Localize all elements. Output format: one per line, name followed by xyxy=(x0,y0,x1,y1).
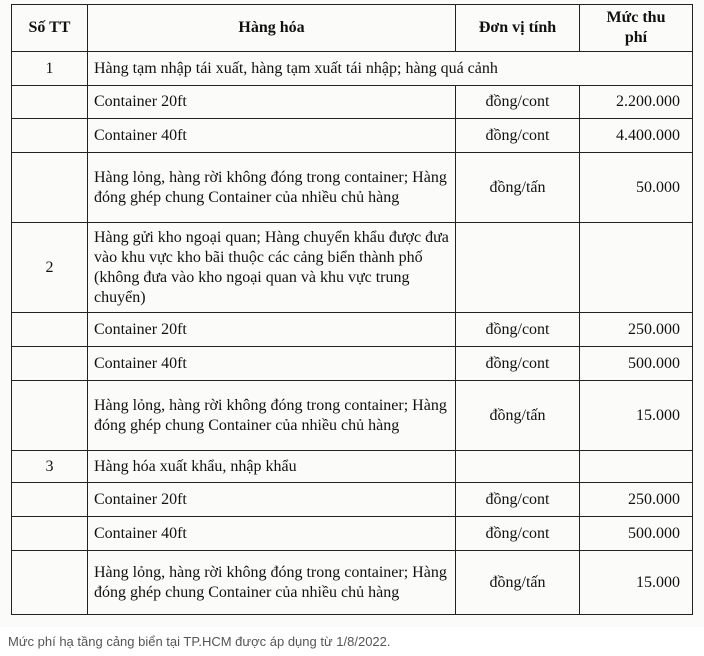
table-row xyxy=(12,153,693,223)
fee-cell: 500.000 xyxy=(580,347,693,381)
section-row xyxy=(12,223,693,313)
fee-cell: 2.200.000 xyxy=(580,86,693,119)
table-row xyxy=(12,347,693,381)
item-cell: Container 20ft xyxy=(88,483,456,517)
fee-cell: 250.000 xyxy=(580,313,693,347)
table-row xyxy=(12,517,693,551)
section-row xyxy=(12,52,693,86)
header-fee: Mức thu phí xyxy=(580,5,693,52)
fee-cell: 250.000 xyxy=(580,483,693,517)
header-row xyxy=(12,5,693,52)
fee-cell: 15.000 xyxy=(580,551,693,615)
item-cell: Container 20ft xyxy=(88,86,456,119)
section-title: Hàng hóa xuất khẩu, nhập khẩu xyxy=(88,451,456,483)
section-title: Hàng tạm nhập tái xuất, hàng tạm xuất tái nhập; hàng quá cảnh xyxy=(88,52,693,86)
fee-cell: 50.000 xyxy=(580,153,693,223)
fee-cell: 4.400.000 xyxy=(580,119,693,153)
item-cell: Hàng lỏng, hàng rời không đóng trong container; Hàng đóng ghép chung Container của nhiều chủ hàng xyxy=(88,381,456,451)
image-caption: Mức phí hạ tầng cảng biển tại TP.HCM được áp dụng từ 1/8/2022. xyxy=(8,634,391,649)
section-number: 2 xyxy=(12,223,88,313)
table-row xyxy=(12,551,693,615)
header-item: Hàng hóa xyxy=(88,5,456,52)
unit-cell: đồng/tấn xyxy=(456,153,580,223)
section-number: 3 xyxy=(12,451,88,483)
item-cell: Container 40ft xyxy=(88,347,456,381)
section-row xyxy=(12,451,693,483)
item-cell: Container 40ft xyxy=(88,119,456,153)
table-row xyxy=(12,86,693,119)
table-row xyxy=(12,483,693,517)
unit-cell: đồng/tấn xyxy=(456,381,580,451)
item-cell: Container 20ft xyxy=(88,313,456,347)
unit-cell: đồng/cont xyxy=(456,517,580,551)
fee-cell: 15.000 xyxy=(580,381,693,451)
unit-cell: đồng/tấn xyxy=(456,551,580,615)
header-unit: Đơn vị tính xyxy=(456,5,580,52)
unit-cell: đồng/cont xyxy=(456,483,580,517)
item-cell: Hàng lỏng, hàng rời không đóng trong container; Hàng đóng ghép chung Container của nhiều chủ hàng xyxy=(88,551,456,615)
unit-cell: đồng/cont xyxy=(456,119,580,153)
table-row xyxy=(12,313,693,347)
unit-cell: đồng/cont xyxy=(456,347,580,381)
unit-cell: đồng/cont xyxy=(456,313,580,347)
unit-cell: đồng/cont xyxy=(456,86,580,119)
table-row xyxy=(12,381,693,451)
item-cell: Container 40ft xyxy=(88,517,456,551)
header-stt: Số TT xyxy=(12,5,88,52)
fee-table xyxy=(11,4,693,615)
section-number: 1 xyxy=(12,52,88,86)
table-row xyxy=(12,119,693,153)
fee-cell: 500.000 xyxy=(580,517,693,551)
item-cell: Hàng lỏng, hàng rời không đóng trong container; Hàng đóng ghép chung Container của nhiều chủ hàng xyxy=(88,153,456,223)
section-title: Hàng gửi kho ngoại quan; Hàng chuyển khẩu được đưa vào khu vực kho bãi thuộc các cảng biển thành phố (không đưa vào kho ngoại quan và khu vực trung chuyển) xyxy=(88,223,456,313)
